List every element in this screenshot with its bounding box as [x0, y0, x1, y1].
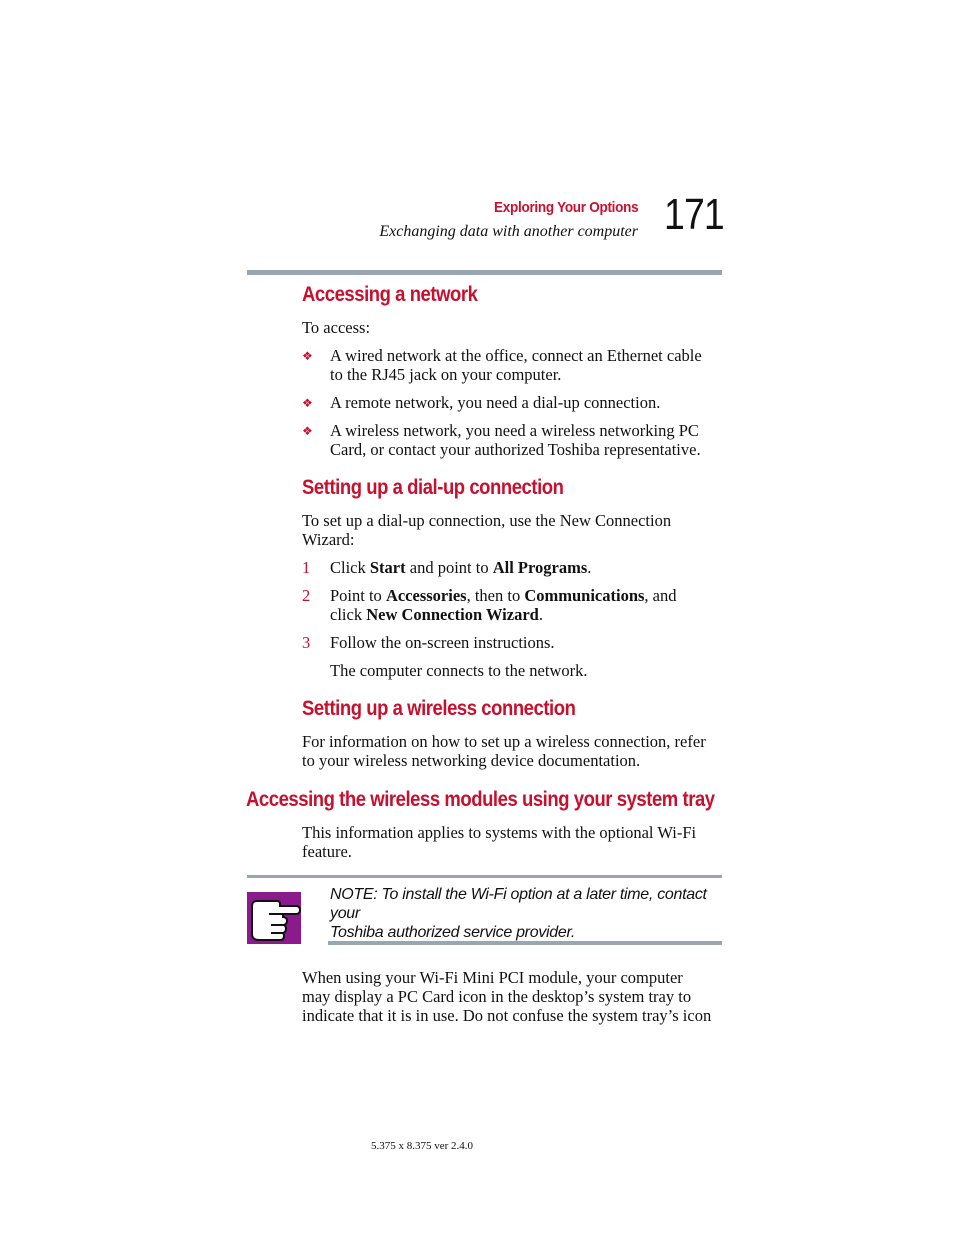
intro-line: To set up a dial-up connection, use the New Connection: [302, 511, 672, 530]
list-item: [330, 393, 755, 412]
list-item: [330, 421, 730, 459]
step-2: [330, 586, 755, 624]
paragraph-line: indicate that it is in use. Do not confuse the system tray’s icon: [302, 1006, 712, 1025]
step-bold: Accessories: [385, 586, 467, 605]
page-footer: 5.375 x 8.375 ver 2.4.0: [371, 1140, 474, 1152]
bullet-line: Card, or contact your authorized Toshiba representative.: [330, 440, 701, 459]
note-line: NOTE: To install the Wi-Fi option at a later time, contact your: [330, 886, 707, 922]
paragraph-line: feature.: [302, 842, 352, 861]
step-number: 1: [302, 558, 311, 577]
step-text: , then to: [466, 586, 525, 605]
step-bold: New Connection Wizard: [366, 605, 539, 624]
step-text: .: [538, 605, 543, 624]
step-text: click: [330, 605, 367, 624]
note-text: [330, 885, 710, 942]
paragraph-line: This information applies to systems with the optional Wi-Fi: [302, 823, 697, 842]
step-number: 2: [302, 586, 311, 605]
paragraph-line: to your wireless networking device documentation.: [302, 751, 641, 770]
bullet-line: A wireless network, you need a wireless networking PC: [330, 421, 699, 440]
bullet-line: A remote network, you need a dial-up connection.: [330, 393, 661, 412]
step-text: .: [587, 558, 592, 577]
page-number: 171: [664, 190, 724, 239]
step-text: Click: [330, 558, 370, 577]
bullet-line: A wired network at the office, connect an Ethernet cable: [330, 346, 702, 365]
heading-system-tray: Accessing the wireless modules using your system tray: [246, 788, 715, 811]
dialup-result: The computer connects to the network.: [330, 661, 588, 680]
closing-paragraph: [302, 968, 732, 1025]
diamond-bullet-icon: ❖: [302, 349, 313, 363]
wireless-paragraph: [302, 732, 727, 770]
step-1: [330, 558, 755, 577]
heading-wireless: Setting up a wireless connection: [302, 697, 576, 720]
diamond-bullet-icon: ❖: [302, 424, 313, 438]
heading-dialup: Setting up a dial-up connection: [302, 476, 564, 499]
step-text: Point to: [330, 586, 386, 605]
note-line: Toshiba authorized service provider.: [330, 924, 576, 941]
step-text: , and: [644, 586, 677, 605]
step-bold: Start: [369, 558, 406, 577]
step-text: and point to: [405, 558, 493, 577]
diamond-bullet-icon: ❖: [302, 396, 313, 410]
paragraph-line: For information on how to set up a wireless connection, refer: [302, 732, 706, 751]
note-top-rule: [247, 875, 722, 878]
list-item: [330, 346, 755, 384]
pointing-hand-icon: [247, 892, 301, 944]
step-bold: All Programs: [492, 558, 588, 577]
accessing-network-intro: To access:: [302, 318, 371, 337]
running-header-subsection: Exchanging data with another computer: [379, 223, 638, 240]
step-3: Follow the on-screen instructions.: [330, 633, 555, 652]
bullet-line: to the RJ45 jack on your computer.: [330, 365, 562, 384]
step-bold: Communications: [524, 586, 645, 605]
heading-accessing-network: Accessing a network: [302, 283, 478, 306]
note-bottom-rule: [328, 941, 722, 945]
running-header-section: Exploring Your Options: [493, 199, 638, 216]
intro-line: Wizard:: [302, 530, 355, 549]
paragraph-line: may display a PC Card icon in the desktop’s system tray to: [302, 987, 692, 1006]
step-number: 3: [302, 633, 311, 652]
header-rule: [247, 270, 722, 275]
system-tray-paragraph: [302, 823, 727, 861]
paragraph-line: When using your Wi-Fi Mini PCI module, your computer: [302, 968, 683, 987]
dialup-intro: [302, 511, 727, 549]
